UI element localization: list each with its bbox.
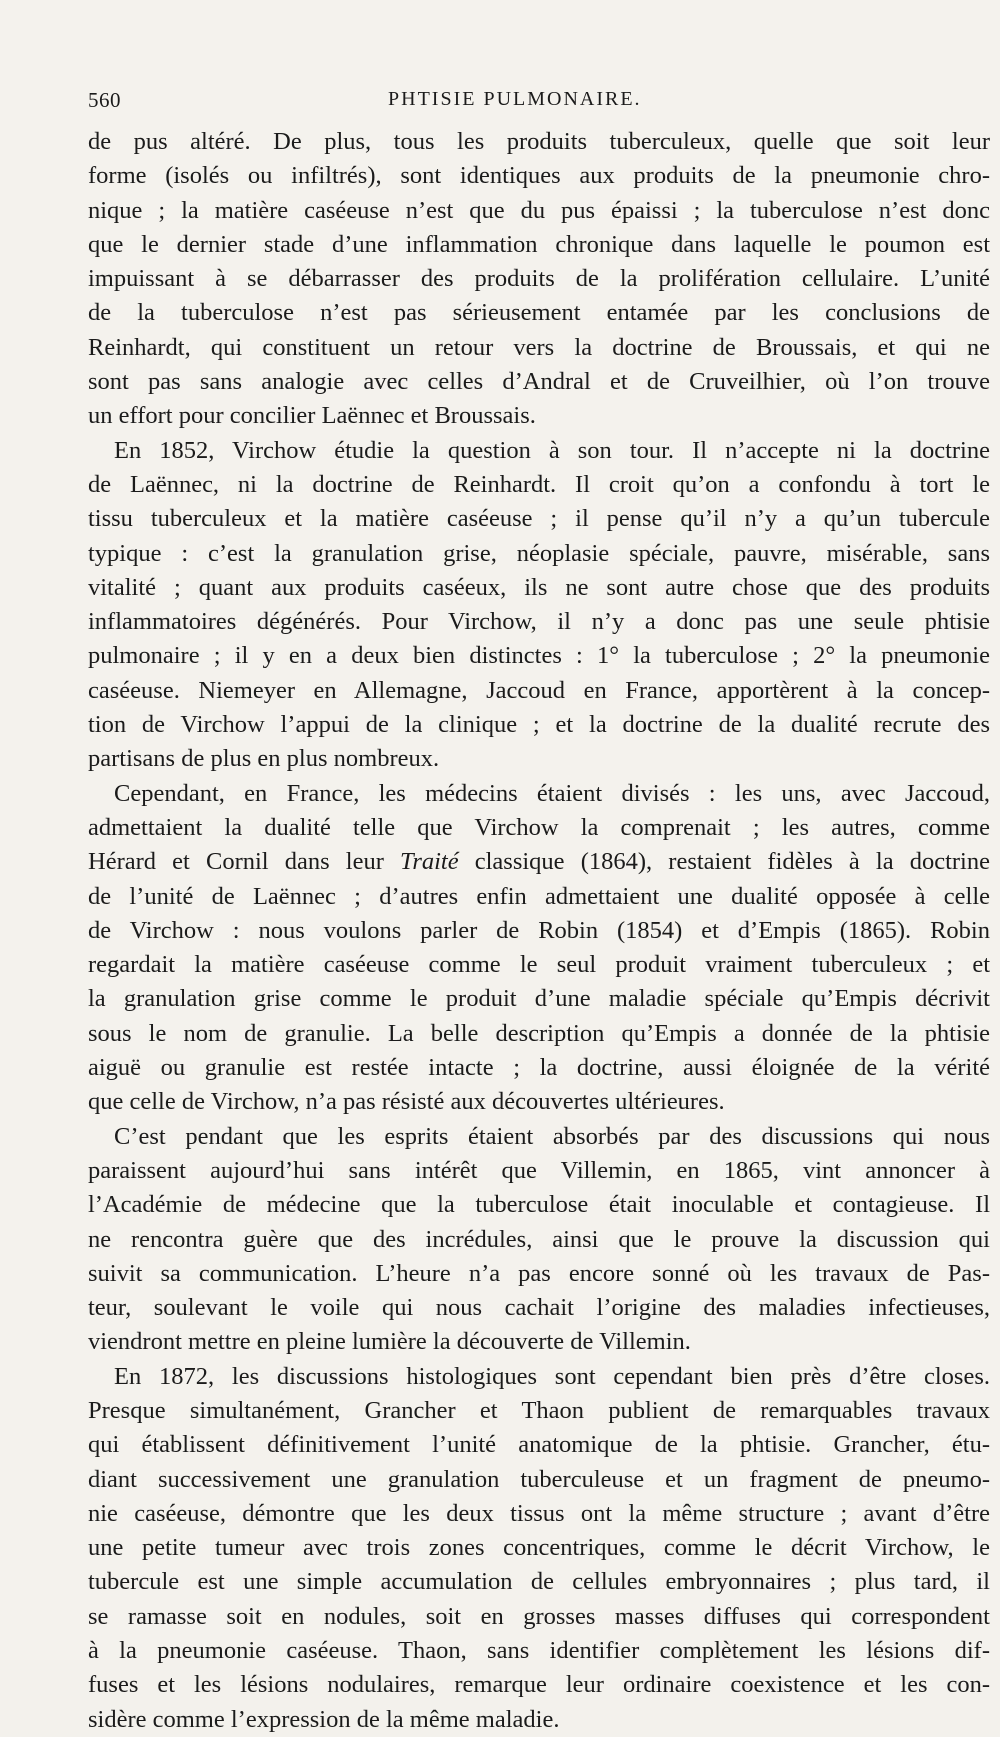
- text-line: de Virchow : nous voulons parler de Robin (1854) et d’Empis (1865). Robin: [88, 916, 990, 944]
- text-line: aiguë ou granulie est restée intacte ; la doctrine, aussi éloignée de la vérité: [88, 1054, 990, 1082]
- text-line: forme (isolés ou infiltrés), sont identiques aux produits de la pneumonie chro-: [88, 162, 990, 190]
- text-line: viendront mettre en pleine lumière la découverte de Villemin.: [88, 1328, 691, 1356]
- text-line: de l’unité de Laënnec ; d’autres enfin admettaient une dualité opposée à celle: [88, 882, 990, 910]
- paragraph-start-line: Cependant, en France, les médecins étaient divisés : les uns, avec Jaccoud,: [114, 779, 990, 807]
- text-line: sous le nom de granulie. La belle description qu’Empis a donnée de la phtisie: [88, 1019, 990, 1047]
- text-line: sidère comme l’expression de la même maladie.: [88, 1705, 560, 1733]
- text-line: se ramasse soit en nodules, soit en grosses masses diffuses qui correspondent: [88, 1602, 990, 1630]
- text-line: regardait la matière caséeuse comme le seul produit vraiment tuberculeux ; et: [88, 951, 990, 979]
- text-line: de Laënnec, ni la doctrine de Reinhardt. Il croit qu’on a confondu à tort le: [88, 470, 990, 498]
- text-line: l’Académie de médecine que la tuberculose était inoculable et contagieuse. Il: [88, 1191, 990, 1219]
- text-line: diant successivement une granulation tuberculeuse et un fragment de pneumo-: [88, 1465, 990, 1493]
- text-line: une petite tumeur avec trois zones concentriques, comme le décrit Virchow, le: [88, 1534, 990, 1562]
- text-line: que celle de Virchow, n’a pas résisté aux découvertes ultérieures.: [88, 1088, 725, 1116]
- text-line: sont pas sans analogie avec celles d’Andral et de Cruveilhier, où l’on trouve: [88, 368, 990, 396]
- text-line: de la tuberculose n’est pas sérieusement entamée par les conclusions de: [88, 299, 990, 327]
- paragraph-start-line: C’est pendant que les esprits étaient absorbés par des discussions qui nous: [114, 1122, 990, 1150]
- text-line: ne rencontra guère que des incrédules, ainsi que le prouve la discussion qui: [88, 1225, 990, 1253]
- text-line: admettaient la dualité telle que Virchow la comprenait ; les autres, comme: [88, 813, 990, 841]
- text-line: Presque simultanément, Grancher et Thaon publient de remarquables travaux: [88, 1396, 990, 1424]
- text-line: caséeuse. Niemeyer en Allemagne, Jaccoud en France, apportèrent à la concep-: [88, 676, 990, 704]
- text-line: vitalité ; quant aux produits caséeux, ils ne sont autre chose que des produits: [88, 573, 990, 601]
- text-line: teur, soulevant le voile qui nous cachait l’origine des maladies infectieuses,: [88, 1294, 990, 1322]
- paragraph-start-line: En 1872, les discussions histologiques sont cependant bien près d’être closes.: [114, 1362, 990, 1390]
- text-line: pulmonaire ; il y en a deux bien distinctes : 1° la tuberculose ; 2° la pneumonie: [88, 642, 990, 670]
- text-line: nie caséeuse, démontre que les deux tissus ont la même structure ; avant d’être: [88, 1499, 990, 1527]
- running-title: PHTISIE PULMONAIRE.: [388, 88, 642, 110]
- paragraph-start-line: En 1852, Virchow étudie la question à son tour. Il n’accepte ni la doctrine: [114, 436, 990, 464]
- text-line: tissu tuberculeux et la matière caséeuse ; il pense qu’il n’y a qu’un tubercule: [88, 505, 990, 533]
- text-line: fuses et les lésions nodulaires, remarque leur ordinaire coexistence et les con-: [88, 1671, 990, 1699]
- text-line: nique ; la matière caséeuse n’est que du pus épaissi ; la tuberculose n’est donc: [88, 196, 990, 224]
- text-line: Reinhardt, qui constituent un retour vers la doctrine de Broussais, et qui ne: [88, 333, 990, 361]
- text-line: typique : c’est la granulation grise, néoplasie spéciale, pauvre, misérable, sans: [88, 539, 990, 567]
- text-line: inflammatoires dégénérés. Pour Virchow, il n’y a donc pas une seule phtisie: [88, 608, 990, 636]
- italic-title: Traité: [400, 848, 459, 876]
- text-line: paraissent aujourd’hui sans intérêt que Villemin, en 1865, vint annoncer à: [88, 1156, 990, 1184]
- text-line: la granulation grise comme le produit d’une maladie spéciale qu’Empis décrivit: [88, 985, 990, 1013]
- page-number: 560: [88, 88, 121, 112]
- text-line: que le dernier stade d’une inflammation chronique dans laquelle le poumon est: [88, 230, 990, 258]
- text-line: Hérard et Cornil dans leur Traité classique (1864), restaient fidèles à la doctrine: [88, 848, 990, 876]
- text-line: à la pneumonie caséeuse. Thaon, sans identifier complètement les lésions dif-: [88, 1637, 990, 1665]
- text-line: de pus altéré. De plus, tous les produits tuberculeux, quelle que soit leur: [88, 128, 990, 155]
- text-line: tubercule est une simple accumulation de cellules embryonnaires ; plus tard, il: [88, 1568, 990, 1596]
- text-line: partisans de plus en plus nombreux.: [88, 745, 440, 773]
- text-line: suivit sa communication. L’heure n’a pas encore sonné où les travaux de Pas-: [88, 1259, 990, 1287]
- body-text: [88, 125, 990, 1737]
- text-line: qui établissent définitivement l’unité anatomique de la phtisie. Grancher, étu-: [88, 1431, 990, 1459]
- page-header: [88, 88, 988, 118]
- text-line: tion de Virchow l’appui de la clinique ; et la doctrine de la dualité recrute des: [88, 711, 990, 739]
- text-line: impuissant à se débarrasser des produits de la prolifération cellulaire. L’unité: [88, 265, 990, 293]
- text-line: un effort pour concilier Laënnec et Broussais.: [88, 402, 536, 430]
